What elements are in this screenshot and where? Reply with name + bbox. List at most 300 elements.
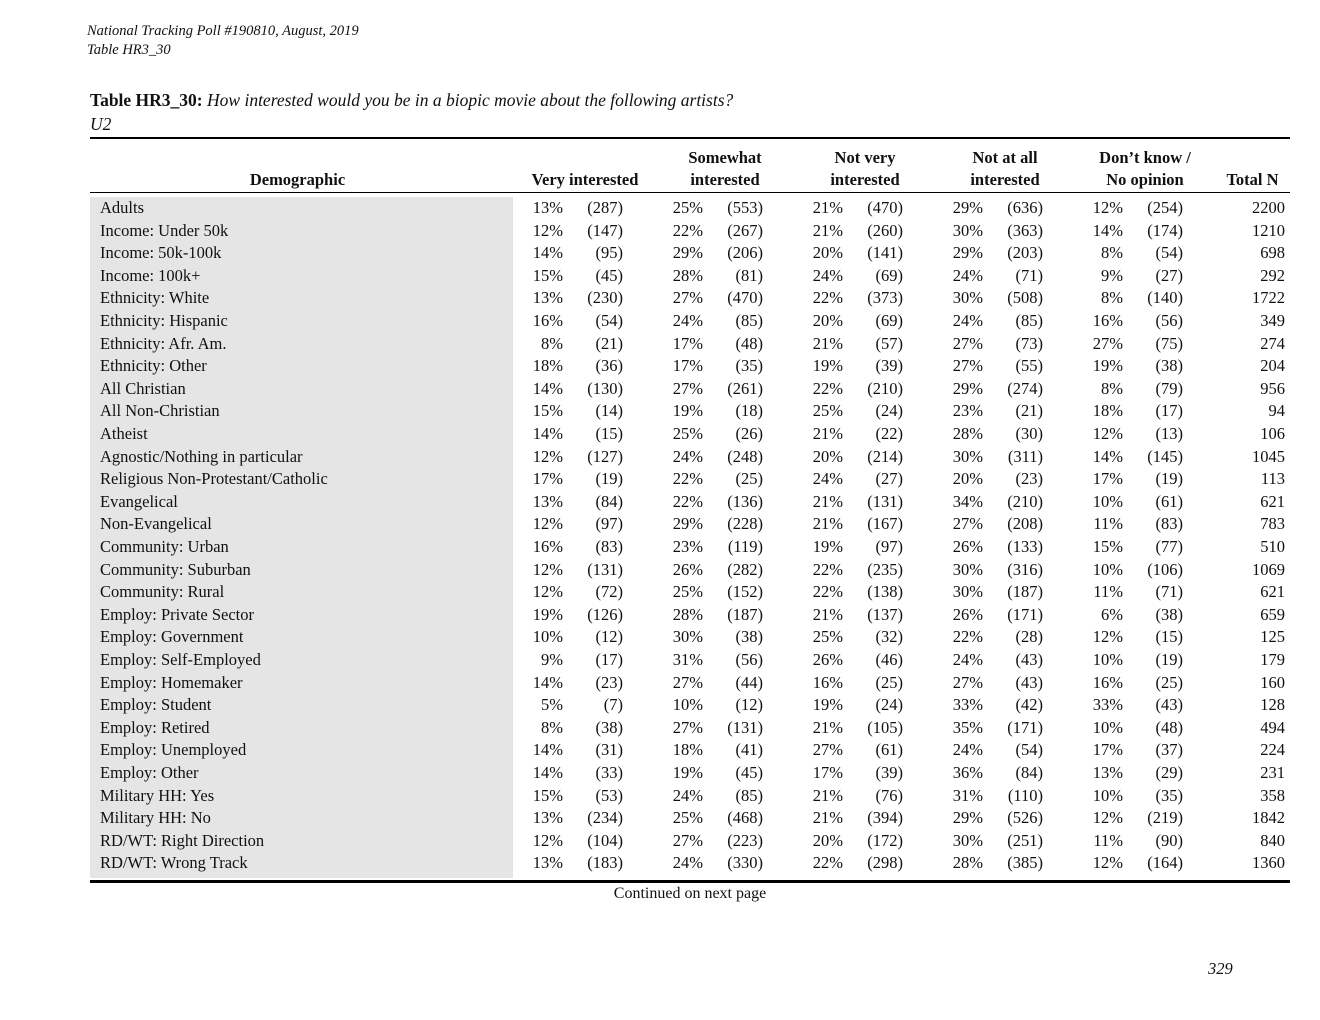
- cell-percent: 27%: [1092, 333, 1123, 353]
- cell-percent: 19%: [672, 401, 703, 421]
- row-label: Income: 100k+: [100, 265, 201, 285]
- row-label: Atheist: [100, 424, 148, 443]
- cell-percent: 28%: [952, 424, 983, 443]
- cell-percent: 20%: [812, 446, 843, 466]
- cell-count: (24): [875, 401, 903, 421]
- cell-total: 274: [1260, 333, 1285, 353]
- cell-count: (25): [1155, 672, 1183, 692]
- cell-percent: 5%: [541, 695, 563, 715]
- cell-count: (14): [595, 401, 623, 421]
- cell-percent: 22%: [672, 469, 703, 489]
- cell-count: (38): [1155, 604, 1183, 624]
- cell-percent: 16%: [1092, 311, 1123, 330]
- cell-percent: 12%: [1092, 853, 1123, 873]
- row-label: Community: Urban: [100, 537, 229, 556]
- cell-count: (53): [595, 785, 623, 805]
- table-row: [90, 604, 1290, 627]
- cell-count: (72): [595, 582, 623, 602]
- cell-percent: 27%: [672, 830, 703, 850]
- cell-count: (69): [875, 311, 903, 330]
- row-label: Evangelical: [100, 491, 178, 511]
- cell-percent: 30%: [952, 288, 983, 308]
- cell-percent: 24%: [952, 650, 983, 669]
- cell-percent: 12%: [532, 830, 563, 850]
- cell-percent: 16%: [812, 672, 843, 692]
- table-row: [90, 536, 1290, 559]
- cell-percent: 29%: [952, 808, 983, 828]
- cell-count: (45): [735, 763, 763, 782]
- cell-total: 510: [1260, 537, 1285, 556]
- cell-count: (69): [875, 265, 903, 285]
- cell-count: (83): [595, 537, 623, 556]
- row-label: Ethnicity: Other: [100, 356, 207, 376]
- cell-percent: 22%: [672, 491, 703, 511]
- cell-percent: 14%: [532, 243, 563, 263]
- cell-count: (228): [727, 514, 763, 534]
- cell-count: (27): [1155, 265, 1183, 285]
- cell-count: (24): [875, 695, 903, 715]
- cell-count: (131): [727, 717, 763, 737]
- cell-percent: 29%: [672, 243, 703, 263]
- table-row: [90, 378, 1290, 401]
- cell-percent: 8%: [1101, 288, 1123, 308]
- cell-percent: 28%: [952, 853, 983, 873]
- cell-percent: 14%: [1092, 220, 1123, 240]
- cell-percent: 25%: [672, 582, 703, 602]
- cell-percent: 18%: [532, 356, 563, 376]
- cell-percent: 26%: [952, 537, 983, 556]
- cell-percent: 19%: [812, 537, 843, 556]
- cell-count: (84): [1015, 763, 1043, 782]
- cell-percent: 25%: [672, 808, 703, 828]
- row-label: Employ: Unemployed: [100, 740, 247, 760]
- cell-total: 783: [1260, 514, 1285, 534]
- cell-count: (311): [1007, 446, 1043, 466]
- table-row: [90, 287, 1290, 310]
- cell-count: (394): [867, 808, 903, 828]
- cell-percent: 12%: [532, 220, 563, 240]
- cell-count: (385): [1007, 853, 1043, 873]
- poll-title: National Tracking Poll #190810, August, 2019: [87, 23, 359, 39]
- cell-total: 160: [1260, 672, 1285, 692]
- cell-percent: 25%: [672, 424, 703, 443]
- cell-total: 231: [1260, 763, 1285, 782]
- cell-count: (35): [735, 356, 763, 376]
- cell-percent: 10%: [1092, 717, 1123, 737]
- table-row: [90, 400, 1290, 423]
- cell-total: 106: [1260, 424, 1285, 443]
- row-label: Community: Rural: [100, 582, 225, 602]
- table-row: [90, 310, 1290, 333]
- cell-percent: 27%: [672, 378, 703, 398]
- cell-total: 358: [1260, 785, 1285, 805]
- cell-count: (73): [1015, 333, 1043, 353]
- cell-count: (330): [727, 853, 763, 873]
- cell-percent: 22%: [952, 627, 983, 647]
- cell-count: (85): [735, 311, 763, 330]
- table-row: [90, 265, 1290, 288]
- cell-percent: 26%: [952, 604, 983, 624]
- cell-count: (203): [1007, 243, 1043, 263]
- cell-percent: 13%: [1092, 763, 1123, 782]
- table-row: [90, 717, 1290, 740]
- row-label: Adults: [100, 198, 145, 217]
- cell-count: (15): [595, 424, 623, 443]
- cell-percent: 17%: [672, 356, 703, 376]
- cell-percent: 24%: [952, 740, 983, 760]
- cell-percent: 25%: [812, 627, 843, 647]
- cell-percent: 10%: [1092, 785, 1123, 805]
- cell-count: (282): [727, 559, 763, 579]
- cell-count: (508): [1007, 288, 1043, 308]
- cell-percent: 27%: [952, 333, 983, 353]
- cell-total: 621: [1260, 491, 1285, 511]
- cell-count: (636): [1007, 198, 1043, 217]
- cell-percent: 10%: [1092, 650, 1123, 669]
- cell-count: (42): [1015, 695, 1043, 715]
- cell-count: (21): [595, 333, 623, 353]
- cell-percent: 33%: [952, 695, 983, 715]
- cell-percent: 24%: [672, 853, 703, 873]
- table-row: [90, 559, 1290, 582]
- cell-count: (234): [587, 808, 623, 828]
- table-row: [90, 807, 1290, 830]
- cell-count: (56): [735, 650, 763, 669]
- cell-percent: 10%: [532, 627, 563, 647]
- cell-percent: 16%: [1092, 672, 1123, 692]
- cell-count: (235): [867, 559, 903, 579]
- cell-percent: 24%: [812, 469, 843, 489]
- cell-percent: 8%: [541, 333, 563, 353]
- cell-count: (470): [727, 288, 763, 308]
- cell-count: (79): [1155, 378, 1183, 398]
- cell-percent: 6%: [1101, 604, 1123, 624]
- cell-count: (85): [735, 785, 763, 805]
- cell-count: (208): [1007, 514, 1043, 534]
- cell-count: (110): [1007, 785, 1043, 805]
- cell-percent: 31%: [952, 785, 983, 805]
- cell-percent: 27%: [672, 288, 703, 308]
- cell-count: (41): [735, 740, 763, 760]
- row-label: Ethnicity: White: [100, 288, 210, 308]
- bottom-rule: [90, 880, 1290, 883]
- cell-count: (13): [1155, 424, 1183, 443]
- header-dont-know: Don’t know / No opinion: [1099, 148, 1191, 189]
- cell-count: (136): [727, 491, 763, 511]
- cell-count: (29): [1155, 763, 1183, 782]
- row-label: Income: 50k-100k: [100, 243, 222, 263]
- cell-percent: 26%: [812, 650, 843, 669]
- cell-percent: 27%: [952, 356, 983, 376]
- cell-count: (48): [735, 333, 763, 353]
- cell-percent: 12%: [532, 514, 563, 534]
- cell-count: (54): [595, 311, 623, 330]
- cell-total: 956: [1260, 378, 1285, 398]
- cell-percent: 20%: [812, 830, 843, 850]
- cell-percent: 14%: [532, 378, 563, 398]
- cell-percent: 11%: [1093, 830, 1123, 850]
- cell-count: (470): [867, 198, 903, 217]
- table-row: [90, 694, 1290, 717]
- cell-count: (44): [735, 672, 763, 692]
- cell-percent: 22%: [812, 288, 843, 308]
- cell-count: (19): [595, 469, 623, 489]
- cell-count: (373): [867, 288, 903, 308]
- cell-total: 1360: [1252, 853, 1285, 873]
- cell-count: (298): [867, 853, 903, 873]
- header-rule: [90, 192, 1290, 193]
- cell-percent: 17%: [672, 333, 703, 353]
- cell-total: 698: [1260, 243, 1285, 263]
- cell-percent: 19%: [532, 604, 563, 624]
- cell-count: (526): [1007, 808, 1043, 828]
- cell-count: (18): [735, 401, 763, 421]
- cell-total: 179: [1260, 650, 1285, 669]
- cell-count: (71): [1155, 582, 1183, 602]
- cell-count: (35): [1155, 785, 1183, 805]
- cell-count: (105): [867, 717, 903, 737]
- cell-count: (17): [595, 650, 623, 669]
- cell-percent: 17%: [812, 763, 843, 782]
- cell-percent: 21%: [812, 514, 843, 534]
- cell-percent: 12%: [532, 559, 563, 579]
- cell-count: (267): [727, 220, 763, 240]
- cell-percent: 8%: [1101, 243, 1123, 263]
- row-label: Income: Under 50k: [100, 220, 229, 240]
- cell-total: 204: [1260, 356, 1285, 376]
- cell-total: 1045: [1252, 446, 1285, 466]
- caption-question: How interested would you be in a biopic movie about the following artists?: [207, 90, 734, 110]
- cell-percent: 27%: [812, 740, 843, 760]
- table-row: [90, 446, 1290, 469]
- cell-percent: 15%: [532, 785, 563, 805]
- cell-count: (38): [735, 627, 763, 647]
- cell-count: (61): [875, 740, 903, 760]
- cell-count: (127): [587, 446, 623, 466]
- cell-percent: 30%: [952, 220, 983, 240]
- cell-percent: 24%: [672, 311, 703, 330]
- cell-percent: 16%: [532, 537, 563, 556]
- cell-percent: 21%: [812, 220, 843, 240]
- cell-percent: 21%: [812, 491, 843, 511]
- cell-count: (71): [1015, 265, 1043, 285]
- cell-percent: 24%: [672, 785, 703, 805]
- cell-percent: 29%: [952, 378, 983, 398]
- caption-label: Table HR3_30:: [90, 90, 203, 110]
- row-label: Employ: Self-Employed: [100, 650, 261, 669]
- cell-percent: 9%: [541, 650, 563, 669]
- table-row: [90, 649, 1290, 672]
- row-label: Employ: Government: [100, 627, 244, 647]
- cell-count: (43): [1015, 650, 1043, 669]
- table-id: Table HR3_30: [87, 42, 171, 58]
- table-row: [90, 242, 1290, 265]
- cell-count: (38): [595, 717, 623, 737]
- cell-percent: 19%: [672, 763, 703, 782]
- cell-total: 1722: [1252, 288, 1285, 308]
- cell-count: (27): [875, 469, 903, 489]
- cell-percent: 24%: [812, 265, 843, 285]
- cell-count: (39): [875, 356, 903, 376]
- cell-count: (12): [595, 627, 623, 647]
- table-row: [90, 739, 1290, 762]
- cell-count: (36): [595, 356, 623, 376]
- cell-count: (287): [587, 198, 623, 217]
- cell-percent: 17%: [532, 469, 563, 489]
- cell-percent: 22%: [812, 582, 843, 602]
- cell-percent: 10%: [1092, 491, 1123, 511]
- cell-percent: 12%: [1092, 198, 1123, 217]
- cell-percent: 15%: [532, 401, 563, 421]
- cell-total: 1210: [1252, 220, 1285, 240]
- cell-percent: 19%: [812, 356, 843, 376]
- cell-count: (7): [603, 695, 623, 715]
- cell-count: (363): [1007, 220, 1043, 240]
- row-label: Military HH: Yes: [100, 785, 215, 805]
- cell-percent: 27%: [672, 717, 703, 737]
- cell-percent: 21%: [812, 333, 843, 353]
- cell-count: (31): [595, 740, 623, 760]
- cell-percent: 10%: [1092, 559, 1123, 579]
- cell-percent: 22%: [812, 559, 843, 579]
- cell-percent: 31%: [672, 650, 703, 669]
- cell-percent: 14%: [532, 424, 563, 443]
- cell-count: (83): [1155, 514, 1183, 534]
- cell-percent: 15%: [532, 265, 563, 285]
- header-somewhat-interested: Somewhat interested: [688, 148, 762, 189]
- cell-percent: 23%: [672, 537, 703, 556]
- cell-count: (75): [1155, 333, 1183, 353]
- cell-count: (12): [735, 695, 763, 715]
- cell-percent: 21%: [812, 424, 843, 443]
- header-not-at-all-interested: Not at all interested: [970, 148, 1040, 189]
- cell-percent: 27%: [672, 672, 703, 692]
- cell-count: (248): [727, 446, 763, 466]
- cell-percent: 12%: [1092, 808, 1123, 828]
- cell-percent: 21%: [812, 198, 843, 217]
- table-row: [90, 355, 1290, 378]
- row-label: RD/WT: Wrong Track: [100, 853, 248, 873]
- cell-percent: 14%: [532, 740, 563, 760]
- cell-count: (553): [727, 198, 763, 217]
- cell-total: 1069: [1252, 559, 1285, 579]
- cell-count: (468): [727, 808, 763, 828]
- cell-count: (28): [1015, 627, 1043, 647]
- cell-count: (37): [1155, 740, 1183, 760]
- cell-percent: 20%: [952, 469, 983, 489]
- cell-count: (316): [1007, 559, 1043, 579]
- cell-count: (171): [1007, 717, 1043, 737]
- table-row: [90, 197, 1290, 220]
- cell-percent: 19%: [1092, 356, 1123, 376]
- cell-count: (84): [595, 491, 623, 511]
- cell-percent: 14%: [532, 672, 563, 692]
- cell-count: (85): [1015, 311, 1043, 330]
- cell-count: (22): [875, 424, 903, 443]
- cell-count: (141): [867, 243, 903, 263]
- cell-count: (45): [595, 265, 623, 285]
- cell-percent: 24%: [672, 446, 703, 466]
- cell-count: (43): [1155, 695, 1183, 715]
- cell-count: (38): [1155, 356, 1183, 376]
- cell-count: (19): [1155, 650, 1183, 669]
- cell-count: (174): [1147, 220, 1183, 240]
- cell-percent: 14%: [532, 763, 563, 782]
- continued-note: Continued on next page: [613, 885, 767, 902]
- cell-percent: 18%: [672, 740, 703, 760]
- table-row: [90, 830, 1290, 853]
- cell-count: (54): [1155, 243, 1183, 263]
- table-row: [90, 220, 1290, 243]
- row-label: Religious Non-Protestant/Catholic: [100, 469, 328, 489]
- cell-percent: 21%: [812, 717, 843, 737]
- cell-count: (104): [587, 830, 623, 850]
- cell-percent: 12%: [532, 446, 563, 466]
- cell-count: (172): [867, 830, 903, 850]
- cell-count: (119): [727, 537, 763, 556]
- row-label: Community: Suburban: [100, 559, 251, 579]
- cell-percent: 27%: [952, 672, 983, 692]
- cell-count: (97): [875, 537, 903, 556]
- cell-count: (187): [1007, 582, 1043, 602]
- cell-count: (147): [587, 220, 623, 240]
- cell-total: 224: [1260, 740, 1285, 760]
- table-row: [90, 762, 1290, 785]
- cell-count: (214): [867, 446, 903, 466]
- cell-percent: 33%: [1092, 695, 1123, 715]
- cell-total: 125: [1260, 627, 1285, 647]
- cell-count: (81): [735, 265, 763, 285]
- cell-percent: 21%: [812, 604, 843, 624]
- cell-percent: 11%: [1093, 514, 1123, 534]
- cell-count: (106): [1147, 559, 1183, 579]
- cell-count: (183): [587, 853, 623, 873]
- cell-percent: 36%: [952, 763, 983, 782]
- row-label: All Christian: [100, 378, 186, 398]
- cell-percent: 28%: [672, 604, 703, 624]
- cell-percent: 22%: [672, 220, 703, 240]
- cell-total: 621: [1260, 582, 1285, 602]
- cell-count: (210): [1007, 491, 1043, 511]
- row-label: Ethnicity: Hispanic: [100, 311, 228, 330]
- cell-percent: 29%: [952, 198, 983, 217]
- table-row: [90, 785, 1290, 808]
- cell-percent: 23%: [952, 401, 983, 421]
- cell-total: 659: [1260, 604, 1285, 624]
- cell-percent: 8%: [1101, 378, 1123, 398]
- cell-percent: 13%: [532, 853, 563, 873]
- cell-count: (210): [867, 378, 903, 398]
- cell-count: (39): [875, 763, 903, 782]
- cell-percent: 12%: [1092, 627, 1123, 647]
- cell-count: (61): [1155, 491, 1183, 511]
- cell-count: (25): [735, 469, 763, 489]
- table-row: [90, 333, 1290, 356]
- cell-percent: 18%: [1092, 401, 1123, 421]
- cell-count: (223): [727, 830, 763, 850]
- cell-count: (274): [1007, 378, 1043, 398]
- top-rule: [90, 137, 1290, 139]
- cell-count: (19): [1155, 469, 1183, 489]
- cell-total: 840: [1260, 830, 1285, 850]
- cell-count: (48): [1155, 717, 1183, 737]
- cell-percent: 19%: [812, 695, 843, 715]
- cell-percent: 29%: [952, 243, 983, 263]
- header-demographic: Demographic: [249, 170, 346, 189]
- cell-count: (33): [595, 763, 623, 782]
- cell-count: (15): [1155, 627, 1183, 647]
- cell-count: (251): [1007, 830, 1043, 850]
